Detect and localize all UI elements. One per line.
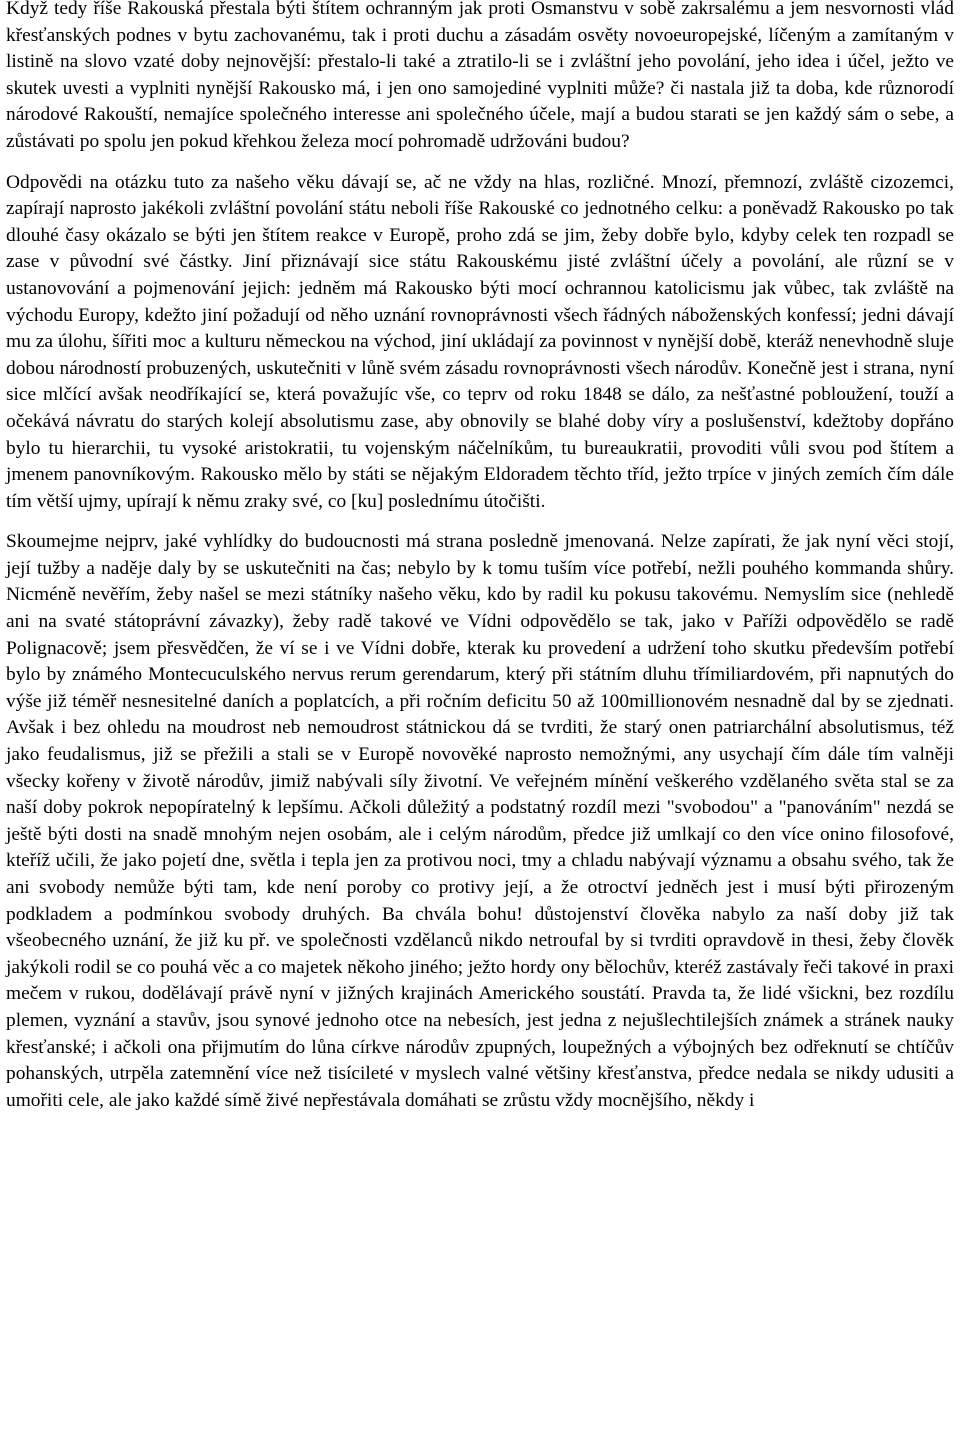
paragraph-1: Když tedy říše Rakouská přestala býti štítem ochranným jak proti Osmanstvu v sobě zakrsalému a jem nesvornosti vlád křesťanských podnes v bytu zachovanému, tak i proti duchu a zásadám osvěty novoeuropejské, líčeným a zamítaným v listině na slovo vzaté doby nejnovější: přestalo-li také a ztratilo-li se i zvláštní jeho povolání, jeho idea i účel, ježto ve skutek uvesti a vyplniti nynější Rakousko má, i jen ono samojediné vyplniti může? či nastala již ta doba, kde různorodí národové Rakouští, nemajíce společného interesse ani společného účele, mají a budou starati se jen každý sám o sebe, a zůstávati po spolu jen pokud křehkou železa mocí pohromadě udržováni budou? <box>6 0 954 152</box>
paragraph-3: Skoumejme nejprv, jaké vyhlídky do budoucnosti má strana posledně jmenovaná. Nelze zapírati, že jak nyní věci stojí, její tužby a naděje daly by se uskutečniti na čas; nebylo by k tomu tuším více potřebí, nežli pouhého kommanda shůry. Nicméně nevěřím, žeby našel se mezi státníky našeho věku, kdo by radil ku pokusu takovému. Nemyslím sice (nehledě ani na svaté státoprávní závazky), žeby radě takové ve Vídni odpovědělo se tak, jako v Paříži odpovědělo se radě Polignacově; jsem přesvědčen, že ví se i ve Vídni dobře, kterak ku provedení a udržení toho skutku především potřebí bylo by známého Montecuculského nervus rerum gerendarum, který při státním dluhu třímiliardovém, při napnutých do výše již téměř nesnesitelné daních a poplatcích, a při ročním deficitu 50 až 100millionovém nesnadně dal by se zjednati. Avšak i bez ohledu na moudrost neb nemoudrost státnickou dá se tvrditi, že starý onen patriarchální absolutismus, též jako feudalismus, již se přežili a stali se v Europě novověké naprosto nemožnými, any usychají čím dále tím valněji všecky kořeny v životě národův, jimiž nabývali síly životní. Ve veřejném mínění veškerého vzdělaného světa stal se za naší doby pokrok nepopíratelný k lepšímu. Ačkoli důležitý a podstatný rozdíl mezi "svobodou" a "panováním" nezdá se ještě býti dosti na snadě mnohým nejen osobám, ale i celým národům, předce již umlkají co den více onino filosofové, kteříž učili, že jako pojetí dne, světla i tepla jen za protivou noci, tmy a chladu nabývají významu a obsahu svého, tak že ani svobody nemůže býti tam, kde není poroby co protivy její, a že otroctví jedněch jest i musí býti přirozeným podkladem a podmínkou svobody druhých. Ba chvála bohu! důstojenství člověka nabylo za naší doby již tak všeobecného uznání, že již ku př. ve společnosti vzdělanců nikdo netroufal by si tvrditi opravdově in thesi, žeby člověk jakýkoli rodil se co pouhá věc a co majetek někoho jiného; ježto hordy ony bělochův, kteréž zastávaly řeči takové in praxi mečem v rukou, dodělávají právě nyní v jižných krajinách Amerického soustátí. Pravda ta, že lidé všickni, bez rozdílu plemen, vyznání a stavův, jsou synové jednoho otce na nebesích, jest jedna z nejušlechtilejších známek a stránek nauky křesťanské; i ačkoli ona přijmutím do lůna církve národův zpupných, loupežných a výbojných bez odřeknutí se chtíčův pohanských, utrpěla zatemnění více než tisícileté v myslech valné většiny křesťanstva, předce nedala se nikdy udusiti a umořiti cele, ale jako každé símě živé nepřestávala domáhati se zrůstu vždy mocnějšího, někdy i <box>6 531 954 1111</box>
paragraph-2: Odpovědi na otázku tuto za našeho věku dávají se, ač ne vždy na hlas, rozličné. Mnozí, přemnozí, zvláště cizozemci, zapírají naprosto jakékoli zvláštní povolání státu neboli říše Rakouské co jednotného celku: a poněvadž Rakousko po tak dlouhé časy okázalo se býti jen štítem reakce v Europě, proho zdá se jim, žeby dobře bylo, kdyby celek ten rozpadl se zase v původní své částky. Jiní přiznávají sice státu Rakouskému jisté zvláštní účely a povolání, ale různí se v ustanovování a pojmenování jejich: jedněm má Rakousko býti mocí ochrannou katolicismu jak vůbec, tak zvláště na východu Europy, kdežto jiní požadují od něho uznání rovnoprávnosti všech řádných náboženských konfessí; jedni dávají mu za úlohu, šířiti moc a kulturu německou na východ, jiní ukládají za povinnost v nynější době, kteráž nenevhodně sluje dobou národností probuzených, uskutečniti v lůně svém zásadu rovnoprávnosti všech národův. Konečně jest i strana, nyní sice mlčící avšak neodříkající se, která považujíc vše, co teprv od roku 1848 se dálo, za nešťastné pobloužení, touží a očekává návratu do starých kolejí absolutismu zase, aby obnovily se blahé doby víry a poslušenství, kdežtoby dopřáno bylo tu hierarchii, tu vysoké aristokratii, tu vojenským náčelníkům, tu bureaukratii, provoditi vůli svou pod štítem a jmenem panovníkovým. Rakousko mělo by státi se nějakým Eldoradem těchto tříd, ježto trpíce v jiných zemích čím dále tím větší ujmy, upírají k němu zraky své, co [ku] poslednímu útočišti. <box>6 171 954 512</box>
document-body <box>6 0 954 1114</box>
